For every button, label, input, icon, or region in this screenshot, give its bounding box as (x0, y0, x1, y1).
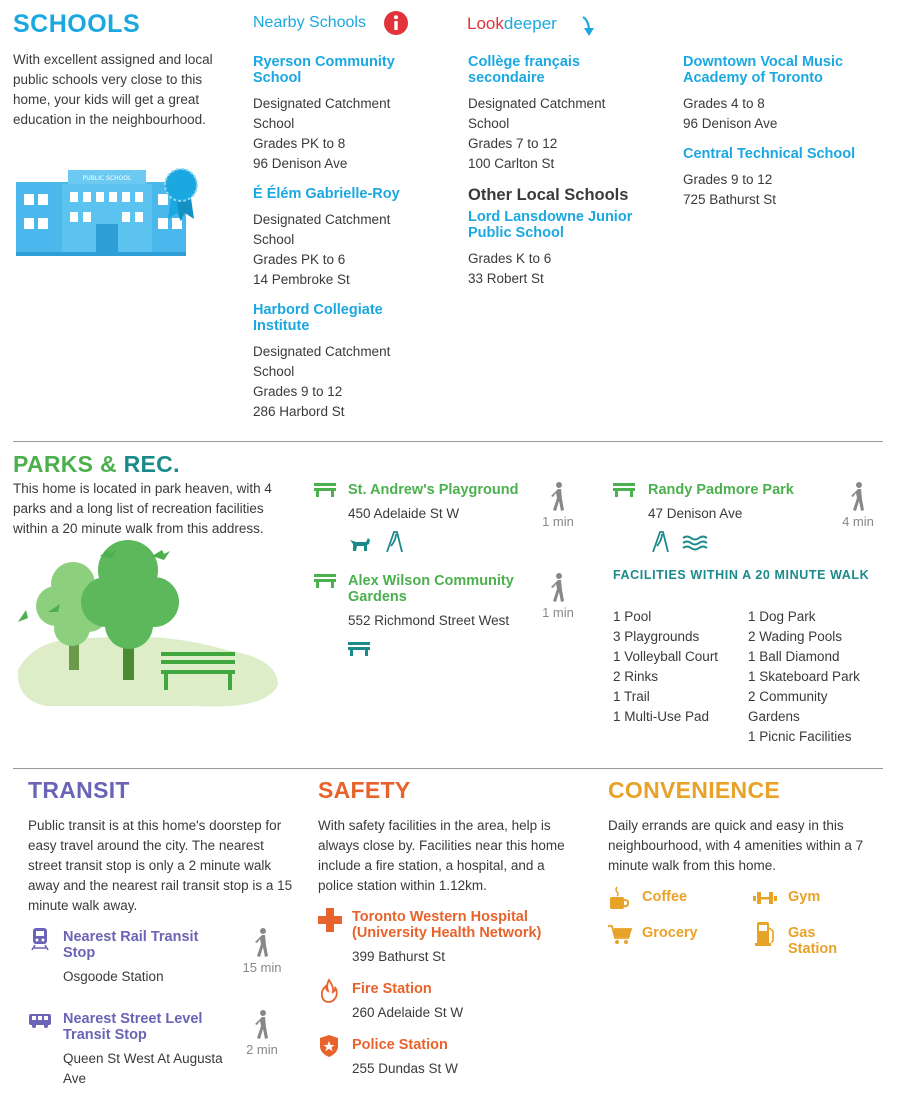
schools-col2 (468, 54, 658, 289)
facility-item: 3 Playgrounds (613, 629, 700, 644)
transit-stop-place: Queen St West At Augusta Ave (63, 1051, 223, 1086)
amenity-grocery[interactable]: Grocery (642, 925, 698, 941)
police-badge-icon (318, 1034, 340, 1058)
safety-facility-name[interactable]: Toronto Western Hospital (University Health Network) (352, 909, 542, 941)
park-address: 47 Denison Ave (648, 506, 743, 521)
schools-col3 (683, 54, 883, 210)
shopping-cart-icon (607, 924, 633, 946)
parks-heading-a: PARKS (13, 451, 94, 477)
parks-heading (13, 451, 180, 478)
school-detail: Grades 9 to 12 (253, 384, 343, 399)
school-entry[interactable] (683, 54, 883, 134)
park-name[interactable]: Randy Padmore Park (648, 482, 794, 498)
walk-time (836, 482, 880, 529)
facility-item: 1 Picnic Facilities (748, 729, 852, 744)
park-address: 552 Richmond Street West (348, 613, 510, 628)
facility-item: 1 Skateboard Park (748, 669, 860, 684)
park-address: 450 Adelaide St W (348, 506, 460, 521)
school-detail: Grades 4 to 8 (683, 96, 765, 111)
safety-facility-address: 255 Dundas St W (352, 1061, 458, 1076)
school-entry[interactable] (253, 54, 443, 174)
train-icon (30, 927, 50, 951)
school-detail: 14 Pembroke St (253, 272, 350, 287)
other-local-schools-heading: Other Local Schools (468, 186, 629, 204)
walking-person-icon (550, 482, 566, 512)
safety-facility-name[interactable]: Police Station (352, 1037, 448, 1053)
safety-facility-address: 260 Adelaide St W (352, 1005, 464, 1020)
bench-icon (314, 482, 336, 498)
facility-item: 1 Ball Diamond (748, 649, 840, 664)
wading-pool-icon (682, 534, 708, 552)
school-detail: 286 Harbord St (253, 404, 345, 419)
school-detail: Grades 7 to 12 (468, 136, 558, 151)
walking-person-icon (850, 482, 866, 512)
school-detail: 33 Robert St (468, 271, 544, 286)
school-name[interactable]: É Élém Gabrielle-Roy (253, 186, 400, 202)
parks-description: This home is located in park heaven, with 4 parks and a long list of recreation facilities within a 20 minute walk from this address. (13, 481, 272, 536)
safety-facility-name[interactable]: Fire Station (352, 981, 432, 997)
walking-person-icon (550, 573, 566, 603)
school-detail: Designated Catchment (253, 96, 391, 111)
park-illustration (16, 540, 282, 710)
facility-item: 2 Wading Pools (748, 629, 843, 644)
walking-person-icon (254, 928, 270, 958)
building-sign: PUBLIC SCHOOL (82, 175, 132, 182)
transit-description: Public transit is at this home's doorstep for easy travel around the city. The nearest street transit stop is only a 2 minute walk away and the nearest rail transit stop is a 15 minute walk away. (28, 818, 293, 913)
school-detail: School (253, 116, 295, 131)
walk-minutes: 1 min (542, 605, 574, 620)
school-entry[interactable] (468, 54, 658, 174)
parks-heading-amp: & (93, 451, 124, 477)
walk-time (237, 1010, 287, 1057)
amenity-gas-station[interactable]: Gas Station (788, 925, 838, 957)
school-name[interactable]: Lord Lansdowne Junior Public School (468, 209, 633, 241)
park-name[interactable]: Alex Wilson Community Gardens (348, 573, 514, 605)
safety-heading: SAFETY (318, 777, 411, 803)
transit-stop-name[interactable]: Nearest Street Level Transit Stop (63, 1011, 203, 1043)
hospital-cross-icon (317, 907, 343, 933)
walk-minutes: 1 min (542, 514, 574, 529)
transit-stop-place: Osgoode Station (63, 969, 164, 984)
school-detail: Grades PK to 8 (253, 136, 346, 151)
nearby-schools-label: Nearby Schools (253, 14, 366, 31)
school-detail: School (253, 364, 295, 379)
slide-icon (650, 530, 670, 554)
school-entry[interactable] (683, 146, 883, 210)
amenity-gym[interactable]: Gym (788, 889, 821, 905)
bench-icon (613, 482, 635, 498)
facility-item: 2 Rinks (613, 669, 659, 684)
facility-item: Gardens (748, 709, 800, 724)
facilities-list-left (613, 607, 718, 727)
school-detail: School (468, 116, 510, 131)
convenience-description: Daily errands are quick and easy in this neighbourhood, with 4 amenities within a 7 minute walk from this home. (608, 818, 864, 873)
walk-time (536, 482, 580, 529)
picnic-bench-icon (348, 641, 370, 657)
walk-minutes: 4 min (842, 514, 874, 529)
safety-description: With safety facilities in the area, help is always close by. Facilities near this home include a fire station, a hospital, and a police station within 1.12km. (318, 818, 565, 893)
bench-icon (314, 573, 336, 589)
info-icon[interactable] (383, 10, 409, 36)
school-entry[interactable] (253, 302, 443, 422)
school-detail: Designated Catchment (253, 344, 391, 359)
school-detail: 100 Carlton St (468, 156, 555, 171)
coffee-icon (608, 886, 630, 912)
walking-person-icon (254, 1010, 270, 1040)
facility-item: 1 Dog Park (748, 609, 816, 624)
school-detail: Grades 9 to 12 (683, 172, 773, 187)
lookdeeper-logo[interactable] (467, 14, 557, 34)
convenience-heading: CONVENIENCE (608, 777, 780, 803)
schools-heading: SCHOOLS (13, 10, 141, 38)
award-ribbon-icon (160, 167, 202, 225)
school-detail: Grades K to 6 (468, 251, 552, 266)
school-entry[interactable] (468, 209, 658, 289)
gas-pump-icon (755, 920, 777, 948)
school-name[interactable]: Downtown Vocal Music Academy of Toronto (683, 54, 844, 86)
bus-icon (28, 1013, 52, 1029)
school-detail: School (253, 232, 295, 247)
facilities-list-right (748, 607, 860, 747)
flame-icon (320, 979, 338, 1003)
school-detail: 96 Denison Ave (253, 156, 348, 171)
school-detail: Designated Catchment (253, 212, 391, 227)
schools-col1 (253, 54, 443, 422)
school-detail: 725 Bathurst St (683, 192, 777, 207)
schools-description: With excellent assigned and local public schools very close to this home, your kids will get a great education in the neighbourhood. (13, 52, 213, 127)
school-name[interactable]: Harbord Collegiate Institute (253, 302, 383, 334)
school-name[interactable]: Ryerson Community School (253, 54, 395, 86)
dumbbell-icon (752, 890, 778, 906)
slide-icon (384, 530, 404, 554)
walk-minutes: 2 min (246, 1042, 278, 1057)
parks-heading-b: REC. (123, 451, 180, 477)
walk-minutes: 15 min (242, 960, 282, 975)
safety-facility-address: 399 Bathurst St (352, 949, 446, 964)
facility-item: 1 Trail (613, 689, 650, 704)
lookdeeper-deeper: deeper (503, 14, 557, 33)
amenity-coffee[interactable]: Coffee (642, 889, 688, 905)
school-detail: Designated Catchment (468, 96, 606, 111)
arrow-down-icon (580, 15, 598, 37)
school-name[interactable]: Central Technical School (683, 146, 856, 162)
park-name[interactable]: St. Andrew's Playground (348, 482, 519, 498)
school-name[interactable]: Collège français secondaire (468, 54, 581, 86)
facility-item: 1 Pool (613, 609, 652, 624)
transit-heading: TRANSIT (28, 777, 130, 803)
school-detail: Grades PK to 6 (253, 252, 346, 267)
school-entry[interactable] (253, 186, 443, 290)
school-detail: 96 Denison Ave (683, 116, 778, 131)
walk-time (237, 928, 287, 975)
transit-stop-name[interactable]: Nearest Rail Transit Stop (63, 929, 199, 961)
lookdeeper-look: Look (467, 14, 504, 33)
section-divider (13, 768, 883, 769)
facilities-heading: FACILITIES WITHIN A 20 MINUTE WALK (613, 568, 870, 582)
facility-item: 1 Volleyball Court (613, 649, 719, 664)
section-divider (13, 441, 883, 442)
walk-time (536, 573, 580, 620)
facility-item: 2 Community (748, 689, 828, 704)
dog-icon (348, 534, 372, 552)
facility-item: 1 Multi-Use Pad (613, 709, 710, 724)
